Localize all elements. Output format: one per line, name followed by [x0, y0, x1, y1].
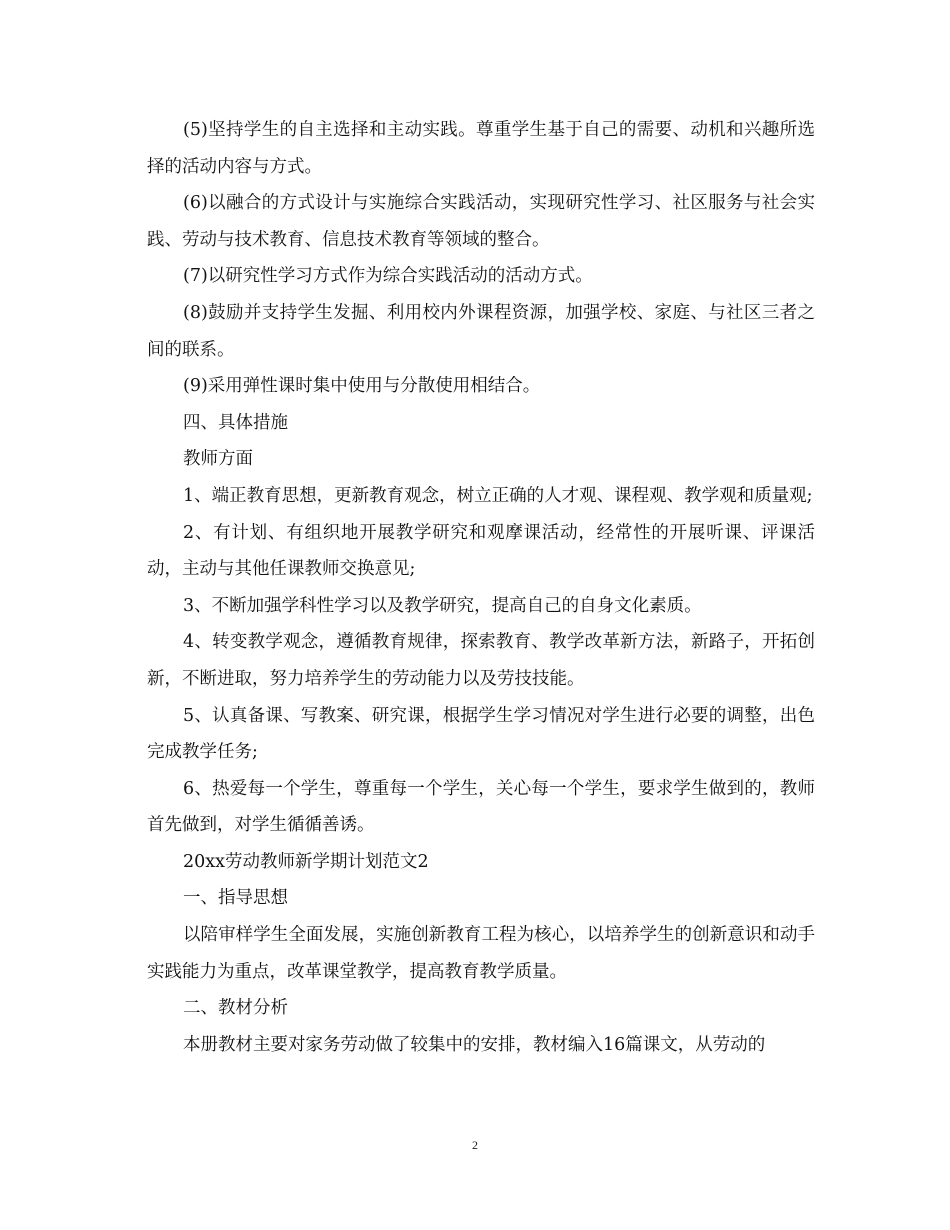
paragraph-principle-7: (7)以研究性学习方式作为综合实践活动的活动方式。: [183, 266, 593, 287]
paragraph-textbook-analysis: 本册教材主要对家务劳动做了较集中的安排，教材编入16篇课文，从劳动的: [183, 1034, 766, 1055]
section-heading-measures: 四、具体措施: [183, 412, 288, 433]
paragraph-guiding-idea: 以陪审样学生全面发展，实施创新教育工程为核心，以培养学生的创新意识和动手实践能力为重点，改革课堂教学，提高教育教学质量。: [147, 925, 815, 982]
page-number: 2: [472, 1138, 478, 1152]
paragraph-principle-6: (6)以融合的方式设计与实施综合实践活动，实现研究性学习、社区服务与社会实践、劳动与技术教育、信息技术教育等领域的整合。: [147, 193, 815, 250]
section-heading-textbook-analysis: 二、教材分析: [183, 998, 288, 1019]
paragraph-principle-5: (5)坚持学生的自主选择和主动实践。尊重学生基于自己的需要、动机和兴趣所选择的活动内容与方式。: [147, 120, 815, 177]
section-heading-guiding-idea: 一、指导思想: [183, 888, 288, 909]
subheading-teachers: 教师方面: [183, 449, 253, 470]
paragraph-measure-6: 6、热爱每一个学生，尊重每一个学生，关心每一个学生，要求学生做到的，教师首先做到，对学生循循善诱。: [147, 778, 815, 836]
paragraph-principle-8: (8)鼓励并支持学生发掘、利用校内外课程资源，加强学校、家庭、与社区三者之间的联系。: [147, 302, 815, 360]
paragraph-principle-9: (9)采用弹性课时集中使用与分散使用相结合。: [183, 376, 541, 397]
paragraph-measure-2: 2、有计划、有组织地开展教学研究和观摩课活动，经常性的开展听课、评课活动，主动与其他任课教师交换意见;: [147, 522, 815, 580]
paragraph-measure-3: 3、不断加强学科性学习以及教学研究，提高自己的自身文化素质。: [183, 595, 702, 616]
paragraph-measure-5: 5、认真备课、写教案、研究课，根据学生学习情况对学生进行必要的调整，出色完成教学任务;: [147, 705, 815, 763]
paragraph-measure-1: 1、端正教育思想，更新教育观念，树立正确的人才观、课程观、教学观和质量观;: [183, 485, 813, 506]
document-body: [147, 112, 815, 1063]
article-title: 20xx劳动教师新学期计划范文2: [183, 851, 429, 872]
paragraph-measure-4: 4、转变教学观念，遵循教育规律，探索教育、教学改革新方法，新路子，开拓创新，不断进取，努力培养学生的劳动能力以及劳技技能。: [147, 632, 815, 689]
